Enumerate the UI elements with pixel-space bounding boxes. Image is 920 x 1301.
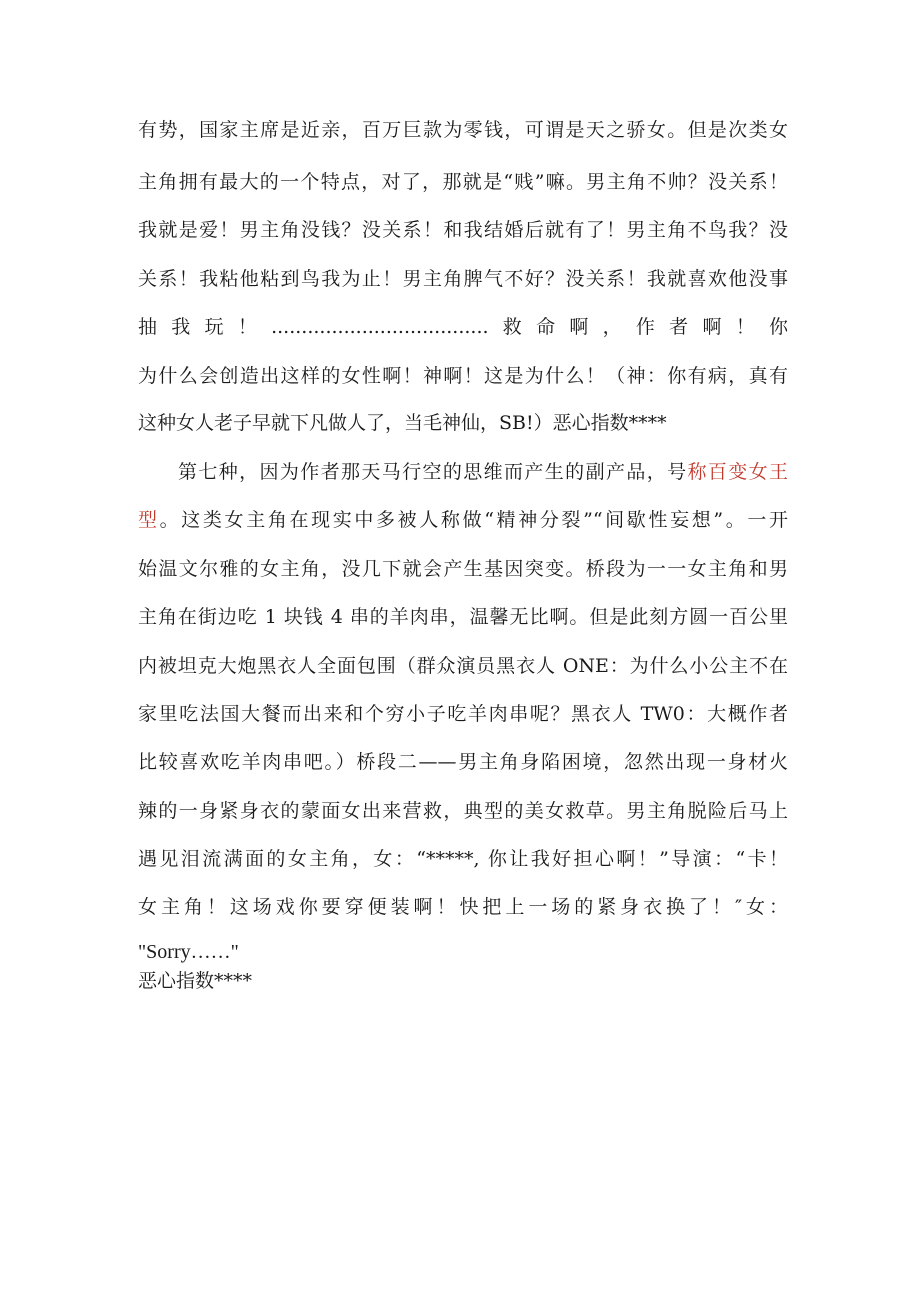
text-line: 内被坦克大炮黑衣人全面包围（群众演员黑衣人 ONE：为什么小公主不在 [138,655,788,677]
text-line: "Sorry……" [138,941,239,963]
text-line: 比较喜欢吃羊肉串吧。）桥段二——男主角身陷困境，忽然出现一身材火 [138,751,788,773]
text-line: 关系！我粘他粘到鸟我为止！男主角脾气不好？没关系！我就喜欢他没事 [138,268,788,290]
text-line: 为什么会创造出这样的女性啊！神啊！这是为什么！（神：你有病，真有 [138,365,788,387]
text-line: 主角在街边吃 1 块钱 4 串的羊肉串，温馨无比啊。但是此刻方圆一百公里 [138,606,788,628]
text-line: 女主角！这场戏你要穿便装啊！快把上一场的紧身衣换了！″女： [138,896,788,918]
text-line: 辣的一身紧身衣的蒙面女出来营救，典型的美女救草。男主角脱险后马上 [138,800,788,822]
text-line: 主角拥有最大的一个特点，对了，那就是“贱”嘛。男主角不帅？没关系！ [138,171,788,193]
text-line: 家里吃法国大餐而出来和个穷小子吃羊肉串呢？黑衣人 TW0：大概作者 [138,703,788,725]
highlighted-term: 型 [138,509,160,531]
rating-line: 恶心指数**** [138,970,253,992]
text-line: 这种女人老子早就下凡做人了，当毛神仙，SB!）恶心指数**** [138,412,667,434]
text-span: 。这类女主角在现实中多被人称做“精神分裂”“间歇性妄想”。一开 [159,509,788,531]
text-line: 抽我玩！....................................救命啊，作者啊！你 [138,316,788,338]
highlighted-term: 称百变女王 [687,461,788,483]
text-line: 遇见泪流满面的女主角，女：“*****, 你让我好担心啊！”导演：“卡！ [138,848,788,870]
text-line: 我就是爱！男主角没钱？没关系！和我结婚后就有了！男主角不鸟我？没 [138,219,788,241]
text-span: 第七种，因为作者那天马行空的思维而产生的副产品，号 [178,461,688,483]
paragraph-heading-line [178,460,788,484]
text-line: 有势，国家主席是近亲，百万巨款为零钱，可谓是天之骄女。但是次类女 [138,119,788,141]
text-line: 始温文尔雅的女主角，没几下就会产生基因突变。桥段为一一女主角和男 [138,558,788,580]
text-line [138,508,788,532]
